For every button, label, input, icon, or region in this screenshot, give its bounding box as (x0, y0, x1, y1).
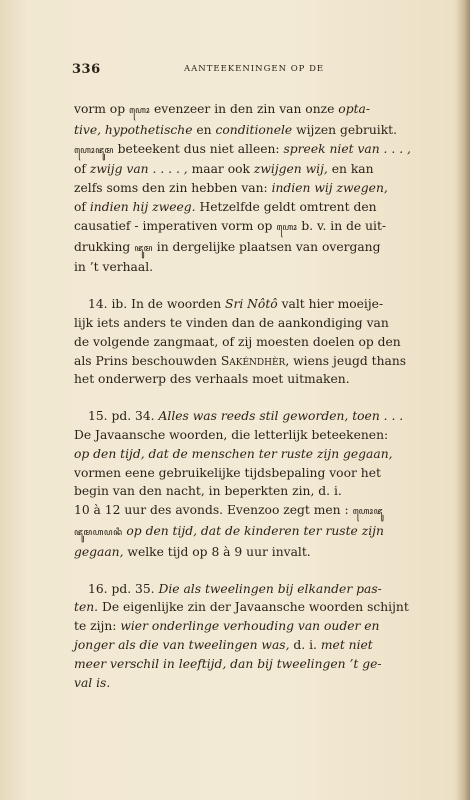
text-line: jonger als die van tweelingen was, d. i. met niet (74, 637, 373, 652)
text-line: in ’t verhaal. (74, 260, 154, 275)
text-line: ꦗꦸꦩꦲꦥꦤꦶ op den tijd, dat de kinderen ter ruste zijn (74, 523, 384, 538)
text-line: zelfs soms den zin hebben van: indien wij zwegen, (74, 181, 388, 196)
text-line: vorm op ꦲꦺꦴ evenzeer in den zin van onze opta- (74, 102, 370, 116)
text-line: als Prins beschouwden Sakéndhèr, wiens jeugd thans (74, 353, 407, 368)
text-line: ten. De eigenlijke zin der Javaansche woorden schijnt (74, 600, 409, 615)
text-line: 14. ib. In de woorden Sri Nôtô valt hier moeije- (88, 297, 384, 312)
text-line: drukking ꦗꦸꦩ in dergelijke plaatsen van overgang (74, 239, 381, 254)
text-line: 16. pd. 35. Die als tweelingen bij elkander pas- (88, 581, 382, 596)
text-line: begin van den nacht, in beperkten zin, d. i. (74, 484, 342, 499)
text-line: op den tijd, dat de menschen ter ruste zijn gegaan, (74, 446, 393, 461)
text-line: De Javaansche woorden, die letterlijk beteekenen: (74, 427, 389, 442)
text-line: gegaan, welke tijd op 8 à 9 uur invalt. (74, 544, 311, 559)
text-line: ꦲꦺꦴꦗꦸꦩ beteekent dus niet alleen: spreek niet van . . . , (74, 141, 411, 156)
text-line: causatief - imperativen vorm op ꦲꦺꦴ b. v. in de uit- (74, 218, 387, 233)
page-body (74, 100, 412, 710)
note-16 (74, 580, 412, 693)
text-line: het onderwerp des verhaals moet uitmaken. (74, 372, 350, 387)
paragraph-javanese-forms (74, 100, 412, 277)
page-number: 336 (72, 62, 101, 77)
note-15 (74, 407, 412, 561)
text-line: tive, hypothetische en conditionele wijzen gebruikt. (74, 122, 398, 137)
note-14 (74, 295, 412, 389)
text-line: val is. (74, 675, 111, 690)
text-line: vormen eene gebruikelijke tijdsbepaling voor het (74, 465, 381, 480)
text-line: lijk iets anders te vinden dan de aankondiging van (74, 315, 389, 330)
text-line: 15. pd. 34. Alles was reeds stil geworden, toen . . . (88, 409, 404, 424)
text-line: meer verschil in leeftijd, dan bij tweelingen ’t ge- (74, 656, 382, 671)
text-line: 10 à 12 uur des avonds. Evenzoo zegt men : ꦲꦺꦴꦗꦸ (74, 503, 384, 518)
running-title: AANTEEKENINGEN OP DE (184, 64, 325, 74)
text-line: of indien hij zweeg. Hetzelfde geldt omtrent den (74, 199, 377, 214)
page-spine-shadow (456, 0, 470, 800)
text-line: of zwijg van . . . . , maar ook zwijgen wij, en kan (74, 162, 374, 177)
page-header (72, 62, 412, 80)
text-line: de volgende zangmaat, of zij moesten doelen op den (74, 334, 401, 349)
text-line: te zijn: wier onderlinge verhouding van ouder en (74, 619, 380, 634)
